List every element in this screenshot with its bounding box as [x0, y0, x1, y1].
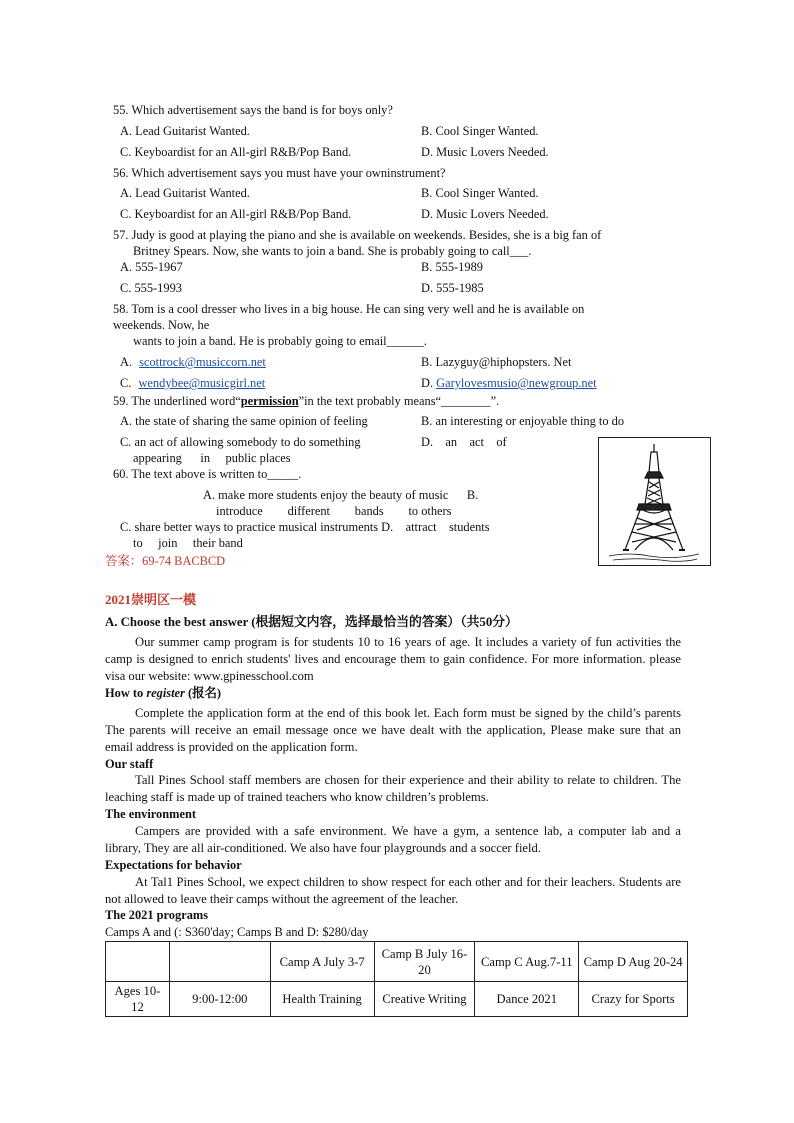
q56-option-a: A. Lead Guitarist Wanted.	[120, 186, 250, 200]
register-heading-post: (报名)	[184, 686, 221, 700]
table-header-row	[106, 942, 688, 982]
answer-key: 答案：69-74 BACBCD	[105, 554, 226, 568]
q55-option-a: A. Lead Guitarist Wanted.	[120, 124, 250, 138]
environment-paragraph	[105, 823, 681, 857]
q59-underlined-word: permission	[240, 394, 299, 408]
q60-option-c: C. share better ways to practice musical instruments D. attract students	[120, 520, 490, 534]
q57-stem-line2: Britney Spears. Now, she wants to join a band. She is probably going to call___.	[133, 244, 532, 258]
table-cell: Camp B July 16-20	[374, 942, 475, 982]
eiffel-tower-icon	[599, 438, 710, 565]
q59-option-c: C. an act of allowing somebody to do something	[120, 435, 361, 449]
programs-heading: The 2021 programs	[105, 908, 209, 922]
table-cell: Health Training	[270, 982, 374, 1017]
section-title: 2021崇明区一模	[105, 592, 197, 607]
q56-option-b: B. Cool Singer Wanted.	[421, 186, 539, 200]
table-cell	[106, 942, 170, 982]
q60-stem: 60. The text above is written to_____.	[113, 467, 302, 481]
table-cell: Camp C Aug.7-11	[475, 942, 579, 982]
behavior-heading: Expectations for behavior	[105, 858, 242, 872]
table-cell: Camp D Aug 20-24	[579, 942, 688, 982]
q55-option-d: D. Music Lovers Needed.	[421, 145, 549, 159]
q58-option-c	[120, 375, 265, 391]
q58-email-link-a[interactable]: scottrock@musiccorn.net	[139, 355, 266, 369]
register-heading-word: register	[146, 686, 185, 700]
table-cell: Dance 2021	[475, 982, 579, 1017]
q59-option-a: A. the state of sharing the same opinion of feeling	[120, 414, 368, 428]
q57-option-a: A. 555-1967	[120, 260, 183, 274]
q58-option-d	[421, 375, 597, 391]
intro-paragraph	[105, 634, 681, 685]
q58-option-d-label: D.	[421, 376, 434, 390]
q56-option-d: D. Music Lovers Needed.	[421, 207, 549, 221]
q57-option-b: B. 555-1989	[421, 260, 483, 274]
register-paragraph	[105, 705, 681, 756]
q59-option-d-cont: appearing in public places	[133, 451, 291, 465]
q58-email-link-c[interactable]: wendybee@musicgirl.net	[138, 376, 266, 390]
table-cell: Creative Writing	[374, 982, 475, 1017]
staff-paragraph	[105, 772, 681, 806]
behavior-paragraph	[105, 874, 681, 908]
q59-option-d: D. an act of	[421, 435, 507, 449]
part-heading: A. Choose the best answer (根据短文内容，选择最恰当的答案）（共50分）	[105, 615, 518, 629]
programs-table	[105, 941, 688, 1017]
table-cell: Camp A July 3-7	[270, 942, 374, 982]
q55-stem: 55. Which advertisement says the band is for boys only?	[113, 103, 393, 117]
q59-stem	[113, 393, 499, 409]
eiffel-tower-image	[598, 437, 711, 566]
q58-stem-line1: 58. Tom is a cool dresser who lives in a big house. He can sing very well and he is available on	[113, 302, 585, 316]
register-text: Complete the application form at the end of this book let. Each form must be signed by the child’s parents The parents will receive an email message once we have dealt with the application, Please make sure that an email address is provided on the application form.	[105, 706, 681, 754]
q55-option-c: C. Keyboardist for an All-girl R&B/Pop Band.	[120, 145, 352, 159]
q56-stem: 56. Which advertisement says you must have your owninstrument?	[113, 166, 446, 180]
q60-option-a: A. make more students enjoy the beauty of music B.	[203, 488, 479, 502]
behavior-text: At Tal1 Pines School, we expect children to show respect for each other and for their leachers. Students are not allowed to leave their camps without the agreement of the leacher.	[105, 875, 681, 906]
q60-option-d: to join their band	[133, 536, 243, 550]
table-row	[106, 982, 688, 1017]
q58-email-link-d[interactable]: Garylovesmusio@newgroup.net	[436, 376, 597, 390]
q57-option-d: D. 555-1985	[421, 281, 484, 295]
q59-stem-pre: 59. The underlined word“	[113, 394, 241, 408]
q59-option-b: B. an interesting or enjoyable thing to do	[421, 414, 625, 428]
table-cell: Ages 10-12	[106, 982, 170, 1017]
q58-option-a	[120, 354, 266, 370]
table-cell: 9:00-12:00	[169, 982, 270, 1017]
intro-text: Our summer camp program is for students 10 to 16 years of age. It includes a variety of fun activities the camp is designed to enrich students' lives and encourage them to gain confidence. For more information. please visa our website: www.gpinesschool.com	[105, 635, 681, 683]
register-heading	[105, 685, 221, 701]
q57-stem-line1: 57. Judy is good at playing the piano and she is available on weekends. Besides, she is a big fan of	[113, 228, 602, 242]
q58-stem-line3: wants to join a band. He is probably going to email______.	[133, 334, 427, 348]
q58-stem-line2: weekends. Now, he	[113, 318, 210, 332]
q59-stem-post: ”in the text probably means“________”.	[298, 394, 500, 408]
q58-option-b: B. Lazyguy@hiphopsters. Net	[421, 355, 572, 369]
q57-option-c: C. 555-1993	[120, 281, 182, 295]
prices-line: Camps A and (: S360'day; Camps B and D: $280/day	[105, 925, 369, 939]
table-cell	[169, 942, 270, 982]
staff-heading: Our staff	[105, 757, 154, 771]
register-heading-pre: How to	[105, 686, 147, 700]
q58-option-a-label: A.	[120, 355, 133, 369]
q56-option-c: C. Keyboardist for an All-girl R&B/Pop Band.	[120, 207, 352, 221]
q58-option-c-label: C.	[120, 376, 132, 390]
staff-text: Tall Pines School staff members are chosen for their experience and their ability to relate to children. The leaching staff is made up of trained teachers who know children’s problems.	[105, 773, 681, 804]
q55-option-b: B. Cool Singer Wanted.	[421, 124, 539, 138]
table-cell: Crazy for Sports	[579, 982, 688, 1017]
environment-text: Campers are provided with a safe environment. We have a gym, a sentence lab, a computer lab and a library, They are all air-conditioned. We also have four playgrounds and a soccer field.	[105, 824, 681, 855]
q60-option-b: introduce different bands to others	[216, 504, 452, 518]
environment-heading: The environment	[105, 807, 196, 821]
